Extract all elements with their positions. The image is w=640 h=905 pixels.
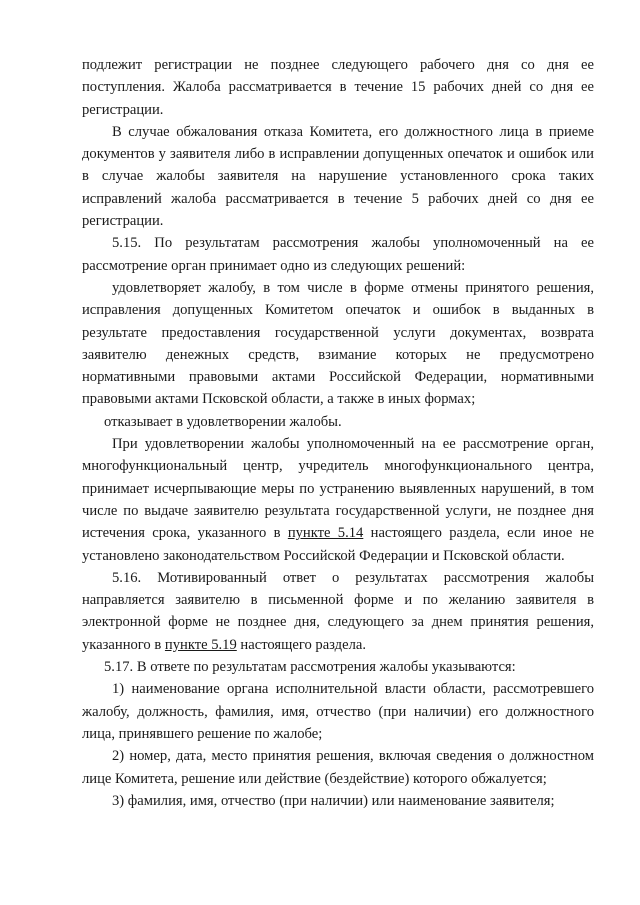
- paragraph-text: При удовлетворении жалобы уполномоченный на ее рассмотрение орган, многофункциональный центр, учредитель многофункционального центра, принимает исчерпывающие меры по устранению выявленных нарушений, в том числе по выдаче заявителю результата государственной услуги, не позднее дня истечения срока, указанного в: [82, 436, 594, 542]
- paragraph-text: настоящего раздела.: [236, 636, 366, 653]
- document-page: [82, 54, 594, 812]
- list-item-3: 3) фамилия, имя, отчество (при наличии) или наименование заявителя;: [112, 792, 555, 809]
- link-point-5-14[interactable]: пункте 5.14: [287, 525, 364, 542]
- paragraph-satisfaction-measures: [82, 433, 594, 567]
- list-item-2: 2) номер, дата, место принятия решения, включая сведения о должностном лице Комитета, решение или действие (бездействие) которого обжалуется;: [82, 748, 594, 787]
- paragraph-5-15: 5.15. По результатам рассмотрения жалобы уполномоченный на ее рассмотрение орган принимает одно из следующих решений:: [82, 235, 594, 274]
- paragraph-5-17: 5.17. В ответе по результатам рассмотрения жалобы указываются:: [104, 659, 516, 676]
- paragraph-satisfies-complaint: удовлетворяет жалобу, в том числе в форме отмены принятого решения, исправления допущенных Комитетом опечаток и ошибок в выданных в результате предоставления государственной услуги документах, возврата заявителю денежных средств, взимание которых не предусмотрено нормативными правовыми актами Российской Федерации, нормативными правовыми актами Псковской области, а также в иных формах;: [82, 279, 594, 408]
- link-point-5-19[interactable]: пункте 5.19: [164, 636, 237, 653]
- paragraph-refuses-complaint: отказывает в удовлетворении жалобы.: [104, 413, 342, 430]
- paragraph-text: 5.16. Мотивированный ответ о результатах рассмотрения жалобы направляется заявителю в письменной форме и по желанию заявителя в электронной форме не позднее дня, следующего за днем принятия решения, указанного в: [82, 569, 594, 653]
- paragraph-refusal-appeal: В случае обжалования отказа Комитета, его должностного лица в приеме документов у заявителя либо в исправлении допущенных опечаток и ошибок или в случае жалобы заявителя на нарушение установленного срока таких исправлений жалоба рассматривается в течение 5 рабочих дней со дня ее регистрации.: [82, 123, 594, 230]
- paragraph-5-16: [82, 567, 594, 656]
- paragraph-text: настоящего раздела, если иное не установлено законодательством Российской Федерации и Псковской области.: [82, 525, 595, 564]
- list-item-1: 1) наименование органа исполнительной власти области, рассмотревшего жалобу, должность, фамилия, имя, отчество (при наличии) его должностного лица, принявшего решение по жалобе;: [82, 681, 594, 742]
- paragraph-registration-continuation: подлежит регистрации не позднее следующего рабочего дня со дня ее поступления. Жалоба рассматривается в течение 15 рабочих дней со дня ее регистрации.: [82, 57, 594, 118]
